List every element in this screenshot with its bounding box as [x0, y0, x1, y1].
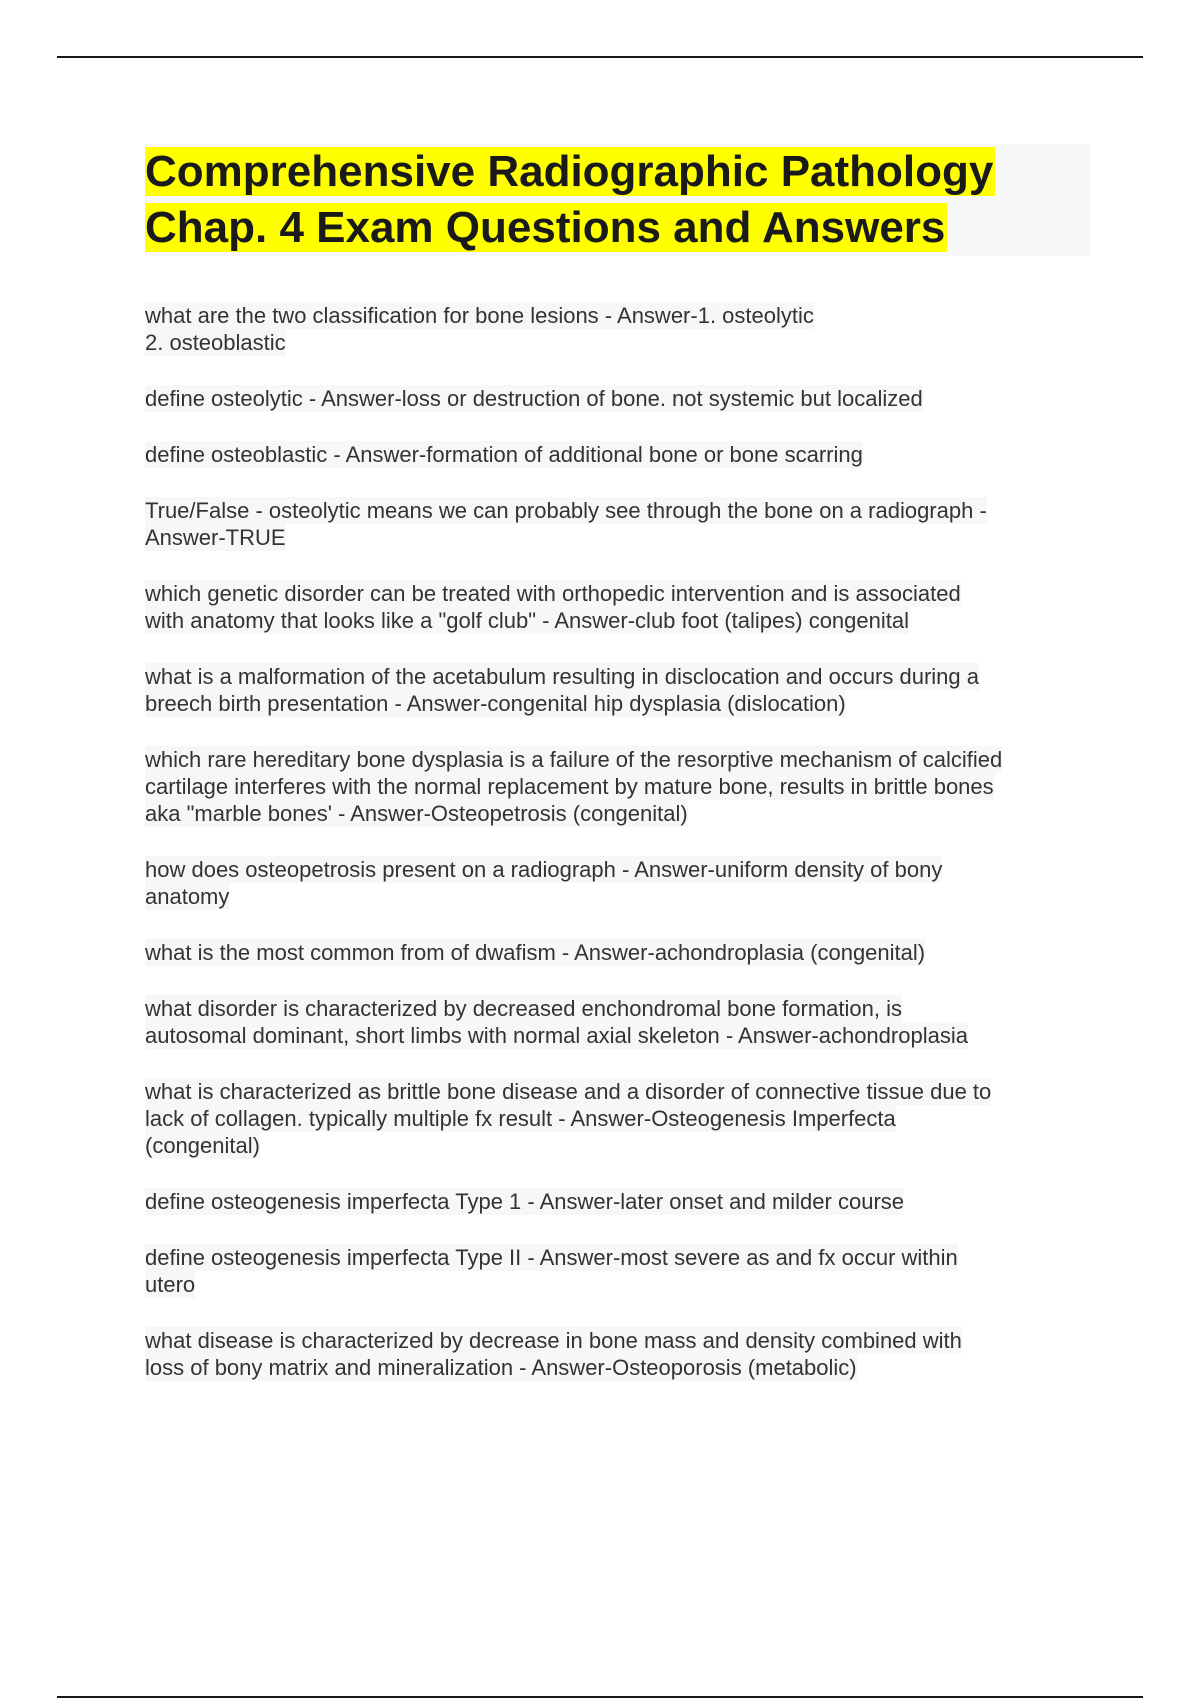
- top-rule: [57, 56, 1143, 58]
- title-line-1: Comprehensive Radiographic Pathology: [145, 147, 994, 196]
- title-line-2: Chap. 4 Exam Questions and Answers: [145, 203, 946, 252]
- qa-item: how does osteopetrosis present on a radiograph - Answer-uniform density of bony anatomy: [145, 857, 943, 909]
- qa-item: what is characterized as brittle bone disease and a disorder of connective tissue due to lack of collagen. typically multiple fx result - Answer-Osteogenesis Imperfecta (congenital): [145, 1079, 992, 1158]
- qa-item: define osteoblastic - Answer-formation of additional bone or bone scarring: [145, 442, 863, 467]
- qa-item: what is the most common from of dwafism - Answer-achondroplasia (congenital): [145, 940, 926, 965]
- qa-item: define osteogenesis imperfecta Type II - Answer-most severe as and fx occur within utero: [145, 1245, 958, 1297]
- qa-item: True/False - osteolytic means we can probably see through the bone on a radiograph - Answer-TRUE: [145, 498, 987, 550]
- qa-item: which genetic disorder can be treated with orthopedic intervention and is associated with anatomy that looks like a "golf club" - Answer-club foot (talipes) congenital: [145, 581, 961, 633]
- document-title: [145, 144, 1090, 256]
- document-body: [145, 144, 1090, 1410]
- qa-item: what disease is characterized by decrease in bone mass and density combined with loss of bony matrix and mineralization - Answer-Osteoporosis (metabolic): [145, 1328, 962, 1380]
- qa-item: which rare hereditary bone dysplasia is a failure of the resorptive mechanism of calcified cartilage interferes with the normal replacement by mature bone, results in brittle bones aka "marble bones' - Answer-Osteopetrosis (congenital): [145, 747, 1003, 826]
- qa-item: define osteogenesis imperfecta Type 1 - Answer-later onset and milder course: [145, 1189, 904, 1214]
- qa-item: what disorder is characterized by decreased enchondromal bone formation, is autosomal dominant, short limbs with normal axial skeleton - Answer-achondroplasia: [145, 996, 968, 1048]
- bottom-rule: [57, 1696, 1143, 1698]
- qa-item: define osteolytic - Answer-loss or destruction of bone. not systemic but localized: [145, 386, 923, 411]
- qa-item: what is a malformation of the acetabulum resulting in disclocation and occurs during a breech birth presentation - Answer-congenital hip dysplasia (dislocation): [145, 664, 980, 716]
- qa-item: what are the two classification for bone lesions - Answer-1. osteolytic 2. osteoblastic: [145, 303, 814, 355]
